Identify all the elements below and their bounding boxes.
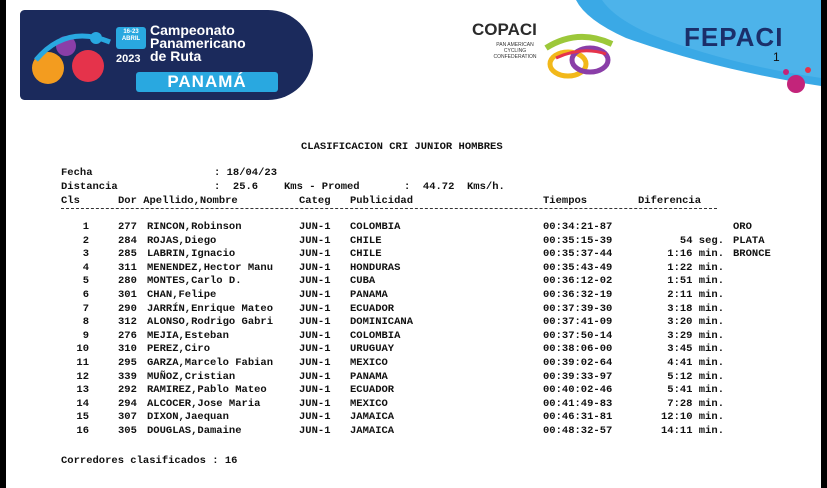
cell-cls: 16 bbox=[76, 425, 89, 437]
cell-diff: 54 seg. bbox=[679, 234, 724, 247]
date-badge bbox=[116, 27, 146, 49]
cell-cls: 1 bbox=[82, 221, 89, 233]
promed-value: : 44.72 Kms/h. bbox=[404, 181, 505, 193]
cell-team: CHILE bbox=[350, 234, 382, 247]
cell-diff: 14:11 min. bbox=[660, 425, 724, 437]
cell-dor: 292 bbox=[118, 384, 137, 397]
table-row bbox=[6, 221, 821, 235]
cell-categ: JUN-1 bbox=[299, 329, 331, 342]
cell-time: 00:48:32-57 bbox=[543, 425, 613, 437]
cell-diff: 7:28 min. bbox=[667, 397, 724, 410]
table-row bbox=[6, 425, 821, 439]
col-tiempos: Tiempos bbox=[543, 195, 588, 207]
distancia-label: Distancia bbox=[61, 181, 118, 193]
cell-name: MONTES,Carlo D. bbox=[147, 275, 242, 288]
cell-diff: 3:45 min. bbox=[667, 343, 724, 356]
table-row bbox=[6, 235, 821, 249]
cell-cls: 4 bbox=[82, 261, 89, 274]
cell-time: 00:41:49-83 bbox=[543, 397, 613, 410]
cell-categ: JUN-1 bbox=[299, 343, 331, 356]
cell-team: PANAMA bbox=[350, 370, 388, 383]
table-row bbox=[6, 275, 821, 289]
cell-categ: JUN-1 bbox=[299, 425, 331, 437]
cell-diff: 4:41 min. bbox=[667, 357, 724, 369]
cell-diff: 3:29 min. bbox=[667, 329, 724, 342]
event-title-line: Panamericano bbox=[150, 35, 246, 51]
event-title bbox=[150, 24, 246, 63]
cell-name: RAMIREZ,Pablo Mateo bbox=[147, 384, 267, 397]
cell-team: MEXICO bbox=[350, 397, 388, 410]
table-row bbox=[6, 411, 821, 425]
cell-team: JAMAICA bbox=[350, 425, 395, 437]
cell-dor: 310 bbox=[118, 343, 137, 356]
cell-cls: 15 bbox=[76, 411, 89, 424]
cell-time: 00:34:21-87 bbox=[543, 221, 613, 233]
cell-time: 00:40:02-46 bbox=[543, 384, 613, 397]
cell-cls: 10 bbox=[76, 343, 89, 356]
event-year: 2023 bbox=[116, 53, 141, 65]
fecha-value: : 18/04/23 bbox=[214, 167, 278, 179]
cell-team: COLOMBIA bbox=[350, 329, 401, 342]
cell-categ: JUN-1 bbox=[299, 261, 331, 274]
cell-team: ECUADOR bbox=[350, 302, 395, 315]
promed-label: Kms - Promed bbox=[284, 181, 360, 193]
date-badge-days: 16-23 bbox=[123, 29, 139, 35]
cell-team: HONDURAS bbox=[350, 261, 401, 274]
cell-dor: 294 bbox=[118, 397, 137, 410]
cell-dor: 305 bbox=[118, 425, 137, 437]
table-row bbox=[6, 384, 821, 398]
cell-dor: 290 bbox=[118, 302, 137, 315]
cell-name: ROJAS,Diego bbox=[147, 234, 217, 247]
cell-team: CHILE bbox=[350, 248, 382, 261]
col-publicidad: Publicidad bbox=[350, 195, 414, 207]
results-table bbox=[6, 221, 821, 441]
cell-diff: 5:41 min. bbox=[667, 384, 724, 397]
cell-team: JAMAICA bbox=[350, 411, 395, 424]
table-row bbox=[6, 248, 821, 262]
cell-time: 00:36:12-02 bbox=[543, 275, 613, 288]
cell-cls: 7 bbox=[82, 302, 89, 315]
cell-name: MENENDEZ,Hector Manu bbox=[147, 261, 274, 274]
fepaci-name: FEPACI bbox=[684, 22, 784, 52]
event-title-line: Campeonato bbox=[150, 22, 235, 38]
table-row bbox=[6, 398, 821, 412]
cell-diff: 3:20 min. bbox=[667, 316, 724, 329]
cell-name: DIXON,Jaequan bbox=[147, 411, 229, 424]
cell-cls: 14 bbox=[76, 397, 89, 410]
cell-cls: 8 bbox=[82, 316, 89, 329]
fecha-label: Fecha bbox=[61, 167, 93, 179]
col-diferencia: Diferencia bbox=[638, 195, 702, 207]
cell-diff: 1:16 min. bbox=[667, 248, 724, 261]
cell-time: 00:39:33-97 bbox=[543, 370, 613, 383]
cell-diff: 12:10 min. bbox=[660, 411, 724, 424]
event-country: PANAMÁ bbox=[136, 72, 278, 92]
cell-name: PEREZ,Ciro bbox=[147, 343, 211, 356]
table-row bbox=[6, 371, 821, 385]
cell-name: DOUGLAS,Damaine bbox=[147, 425, 242, 437]
cell-dor: 307 bbox=[118, 411, 137, 424]
cell-diff: 3:18 min. bbox=[667, 302, 724, 315]
copaci-subtitle bbox=[480, 42, 550, 60]
report-title: CLASIFICACION CRI JUNIOR HOMBRES bbox=[301, 141, 503, 153]
cell-cls: 9 bbox=[82, 329, 89, 342]
cell-diff: 5:12 min. bbox=[667, 370, 724, 383]
cell-categ: JUN-1 bbox=[299, 384, 331, 397]
cell-dor: 276 bbox=[118, 329, 137, 342]
cell-cls: 5 bbox=[82, 275, 89, 288]
table-row bbox=[6, 262, 821, 276]
cell-categ: JUN-1 bbox=[299, 234, 331, 247]
event-banner bbox=[20, 10, 313, 100]
page-number: 1 bbox=[773, 50, 780, 64]
cell-name: RINCON,Robinson bbox=[147, 221, 242, 233]
event-title-line: de Ruta bbox=[150, 48, 202, 64]
cell-time: 00:35:15-39 bbox=[543, 234, 613, 247]
table-row bbox=[6, 316, 821, 330]
footer-count: Corredores clasificados : 16 bbox=[61, 455, 238, 467]
distancia-value: : 25.6 bbox=[214, 181, 259, 193]
cell-cls: 2 bbox=[82, 234, 89, 247]
cell-categ: JUN-1 bbox=[299, 275, 331, 288]
cell-diff: 1:22 min. bbox=[667, 261, 724, 274]
cell-cls: 3 bbox=[82, 248, 89, 261]
copaci-subtitle-line: PAN AMERICAN bbox=[496, 42, 534, 48]
cell-team: URUGUAY bbox=[350, 343, 395, 356]
cell-time: 00:37:41-09 bbox=[543, 316, 613, 329]
table-row bbox=[6, 357, 821, 371]
date-badge-month: ABRIL bbox=[121, 36, 141, 42]
cell-name: JARRÍN,Enrique Mateo bbox=[147, 302, 274, 315]
cell-medal: BRONCE bbox=[733, 248, 771, 261]
cell-name: MEJIA,Esteban bbox=[147, 329, 229, 342]
table-row bbox=[6, 303, 821, 317]
cell-time: 00:38:06-00 bbox=[543, 343, 613, 356]
cell-team: MEXICO bbox=[350, 357, 388, 369]
cell-categ: JUN-1 bbox=[299, 357, 331, 369]
cell-team: CUBA bbox=[350, 275, 376, 288]
col-categ: Categ bbox=[299, 195, 331, 207]
cell-dor: 284 bbox=[118, 234, 137, 247]
cell-dor: 301 bbox=[118, 289, 137, 301]
col-dor-nombre: Dor Apellido,Nombre bbox=[118, 195, 238, 207]
cell-team: DOMINICANA bbox=[350, 316, 414, 329]
cell-team: PANAMA bbox=[350, 289, 388, 301]
cell-time: 00:35:37-44 bbox=[543, 248, 613, 261]
cell-diff: 2:11 min. bbox=[667, 289, 724, 301]
copaci-subtitle-line: CYCLING bbox=[503, 48, 527, 54]
results-sheet bbox=[6, 0, 821, 488]
cell-dor: 280 bbox=[118, 275, 137, 288]
cell-dor: 312 bbox=[118, 316, 137, 329]
cell-dor: 285 bbox=[118, 248, 137, 261]
cell-categ: JUN-1 bbox=[299, 397, 331, 410]
cell-name: ALCOCER,Jose Maria bbox=[147, 397, 261, 410]
cell-medal: PLATA bbox=[733, 234, 765, 247]
cell-categ: JUN-1 bbox=[299, 248, 331, 261]
cell-name: CHAN,Felipe bbox=[147, 289, 217, 301]
cell-team: ECUADOR bbox=[350, 384, 395, 397]
cell-name: ALONSO,Rodrigo Gabri bbox=[147, 316, 274, 329]
cell-categ: JUN-1 bbox=[299, 302, 331, 315]
cell-time: 00:35:43-49 bbox=[543, 261, 613, 274]
cell-dor: 295 bbox=[118, 357, 137, 369]
copaci-subtitle-line: CONFEDERATION bbox=[493, 54, 537, 60]
cell-categ: JUN-1 bbox=[299, 411, 331, 424]
cell-categ: JUN-1 bbox=[299, 370, 331, 383]
table-row bbox=[6, 343, 821, 357]
table-row bbox=[6, 330, 821, 344]
cell-dor: 311 bbox=[118, 261, 137, 274]
cell-cls: 12 bbox=[76, 370, 89, 383]
copaci-name: COPACI bbox=[472, 20, 537, 39]
cell-name: GARZA,Marcelo Fabian bbox=[147, 357, 274, 369]
header-separator bbox=[61, 208, 717, 209]
cell-medal: ORO bbox=[733, 221, 752, 233]
cell-categ: JUN-1 bbox=[299, 316, 331, 329]
cell-time: 00:36:32-19 bbox=[543, 289, 613, 301]
cell-categ: JUN-1 bbox=[299, 289, 331, 301]
cell-team: COLOMBIA bbox=[350, 221, 401, 233]
cell-name: LABRIN,Ignacio bbox=[147, 248, 236, 261]
cell-diff: 1:51 min. bbox=[667, 275, 724, 288]
cell-dor: 277 bbox=[118, 221, 137, 233]
cell-cls: 13 bbox=[76, 384, 89, 397]
col-cls: Cls bbox=[61, 195, 80, 207]
cell-dor: 339 bbox=[118, 370, 137, 383]
cell-cls: 6 bbox=[82, 289, 89, 301]
cell-time: 00:39:02-64 bbox=[543, 357, 613, 369]
cell-categ: JUN-1 bbox=[299, 221, 331, 233]
cell-time: 00:37:50-14 bbox=[543, 329, 613, 342]
cell-time: 00:46:31-81 bbox=[543, 411, 613, 424]
cell-time: 00:37:39-30 bbox=[543, 302, 613, 315]
cell-name: MUÑOZ,Cristian bbox=[147, 370, 236, 383]
table-row bbox=[6, 289, 821, 303]
cell-cls: 11 bbox=[76, 357, 89, 369]
